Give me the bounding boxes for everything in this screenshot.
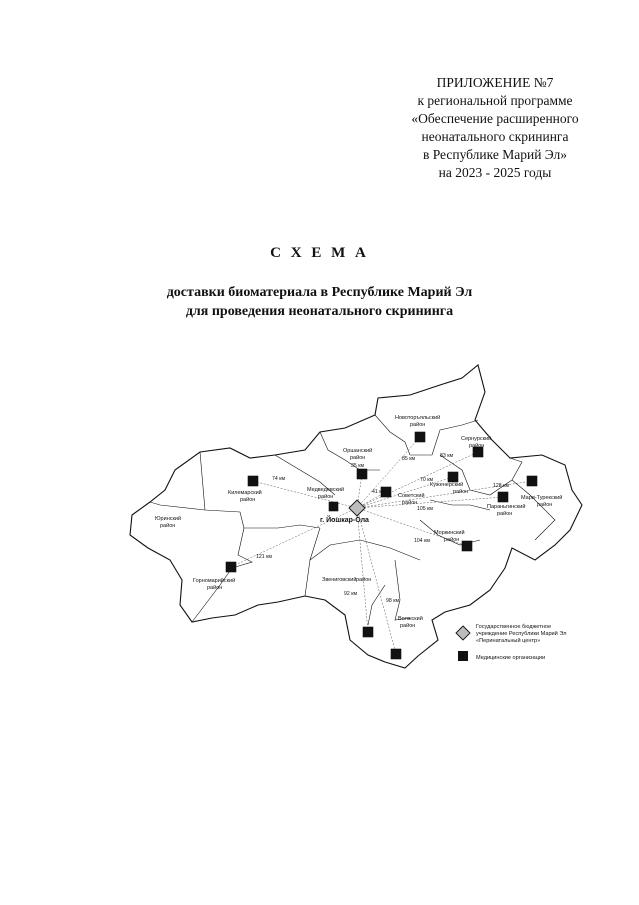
district-label-word: район bbox=[444, 537, 460, 543]
distance-label: 92 км bbox=[344, 591, 358, 597]
medical-org-marker bbox=[226, 562, 236, 572]
district-label-word: район bbox=[240, 497, 256, 503]
district-label-kilemarsky: Килемарский bbox=[228, 490, 262, 496]
district-label-word: район bbox=[453, 489, 469, 495]
medical-org-marker bbox=[448, 472, 458, 482]
district-label-word: район bbox=[207, 585, 223, 591]
district-label-word: район bbox=[469, 443, 485, 449]
document-title: С Х Е М А bbox=[270, 245, 369, 261]
distance-label: 74 км bbox=[272, 476, 286, 482]
appendix-line: к региональной программе bbox=[417, 93, 573, 108]
district-label-volzhsky: Волжский bbox=[398, 616, 423, 622]
medical-org-marker bbox=[329, 502, 338, 511]
district-label-zvenigovsky: Звениговский bbox=[322, 577, 357, 583]
appendix-line: в Республике Марий Эл» bbox=[422, 147, 568, 162]
legend-medical-label: Медицинские организации bbox=[476, 655, 546, 661]
district-label-word: район bbox=[356, 577, 372, 583]
distance-label: 35 км bbox=[351, 463, 365, 469]
district-label-word: район bbox=[350, 455, 366, 461]
distance-labels bbox=[256, 453, 509, 604]
medical-org-marker bbox=[391, 649, 401, 659]
legend-center-label: «Перинатальный центр» bbox=[476, 638, 541, 644]
district-label-kuzhenersky: Куженерский bbox=[430, 482, 464, 488]
district-label-paranginsky: Параньгинский bbox=[487, 504, 526, 510]
distance-label: 70 км bbox=[420, 477, 434, 483]
district-label-word: район bbox=[400, 623, 416, 629]
district-label-yurinsky: Юринский bbox=[155, 516, 182, 522]
medical-org-marker bbox=[498, 492, 508, 502]
district-label-novotoryalsky: Новоторъяльский bbox=[395, 415, 441, 421]
legend-center-symbol bbox=[456, 626, 470, 640]
district-label-word: район bbox=[497, 511, 513, 517]
medical-org-marker bbox=[363, 627, 373, 637]
district-label-word: район bbox=[537, 502, 553, 508]
district-label-gornomariysky: Горномарийский bbox=[193, 578, 236, 584]
district-label-word: район bbox=[318, 494, 334, 500]
legend-medical-symbol bbox=[458, 651, 468, 661]
map-legend bbox=[456, 624, 566, 661]
appendix-number: ПРИЛОЖЕНИЕ №7 bbox=[436, 75, 554, 90]
appendix-line: неонатального скрининга bbox=[421, 129, 569, 144]
distance-label: 121 км bbox=[256, 554, 272, 560]
perinatal-center-marker bbox=[349, 500, 365, 516]
district-label-sovetsky: Советский bbox=[398, 493, 425, 499]
district-label-mari-tureksky: Мари-Турекский bbox=[521, 495, 563, 501]
district-label-word: район bbox=[402, 500, 418, 506]
subtitle-line: доставки биоматериала в Республике Марий Эл bbox=[166, 285, 473, 300]
distance-label: 41 км bbox=[372, 489, 386, 495]
subtitle-line: для проведения неонатального скрининга bbox=[185, 304, 454, 319]
legend-center-label: учреждение Республики Марий Эл bbox=[476, 631, 567, 637]
legend-center-label: Государственное бюджетное bbox=[476, 624, 552, 630]
district-label-word: район bbox=[410, 422, 426, 428]
medical-org-marker bbox=[357, 469, 367, 479]
medical-org-marker bbox=[462, 541, 472, 551]
distance-label: 85 км bbox=[402, 456, 416, 462]
distance-label: 105 км bbox=[417, 506, 433, 512]
appendix-line: «Обеспечение расширенного bbox=[411, 111, 579, 126]
district-label-orshansky: Оршанский bbox=[343, 448, 373, 454]
distance-label: 98 км bbox=[386, 598, 400, 604]
city-label: г. Йошкар-Ола bbox=[320, 517, 369, 524]
medical-org-marker bbox=[248, 476, 258, 486]
medical-org-marker bbox=[415, 432, 425, 442]
district-label-medvedevsky: Медведевский bbox=[307, 487, 345, 493]
medical-org-marker bbox=[527, 476, 537, 486]
district-label-word: район bbox=[160, 523, 176, 529]
distance-label: 104 км bbox=[414, 538, 430, 544]
distance-label: 128 км bbox=[493, 483, 509, 489]
district-label-sernursky: Сернурский bbox=[461, 436, 492, 442]
district-label-morkinsky: Моркинский bbox=[434, 530, 465, 536]
distance-label: 83 км bbox=[440, 453, 454, 459]
appendix-line: на 2023 - 2025 годы bbox=[438, 165, 552, 180]
